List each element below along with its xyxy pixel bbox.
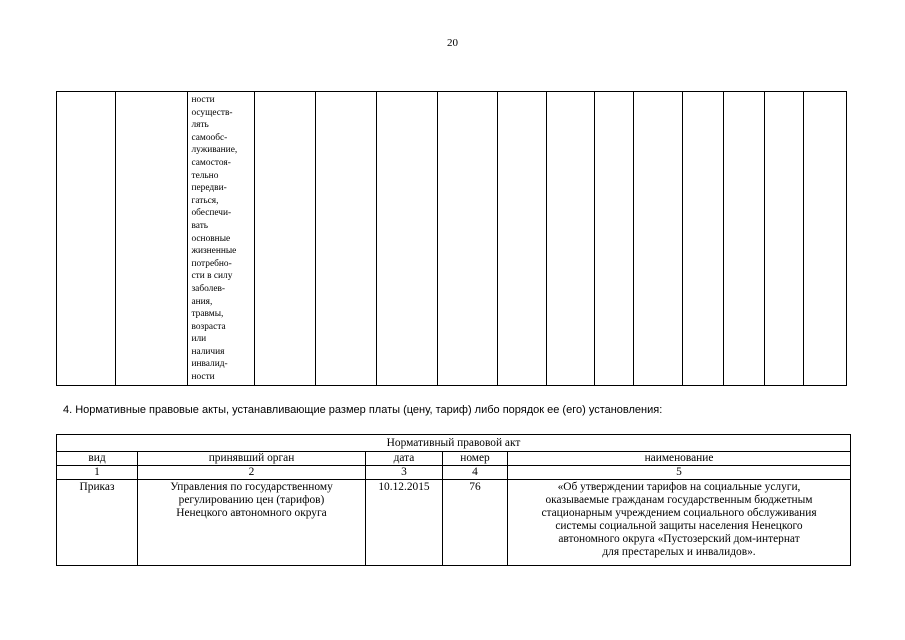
header-number: номер xyxy=(443,452,508,466)
service-description-line: самостоя- xyxy=(191,157,231,168)
service-description-line: луживание, xyxy=(191,145,238,156)
service-description-line: ности xyxy=(191,372,215,383)
table-row xyxy=(57,480,851,566)
page-number: 20 xyxy=(447,37,458,49)
table-header-row xyxy=(57,452,851,466)
column-number: 3 xyxy=(366,466,443,480)
service-description-line: возраста xyxy=(191,321,226,332)
name-line: системы социальной защиты населения Ненецкого xyxy=(555,520,803,532)
organ-line: Ненецкого автономного округа xyxy=(176,507,327,519)
table-cell xyxy=(376,92,437,386)
service-description-line: тельно xyxy=(191,170,219,181)
header-organ: принявший орган xyxy=(138,452,366,466)
organ-line: регулированию цен (тарифов) xyxy=(178,494,325,506)
service-description-line: осуществ- xyxy=(191,107,233,118)
service-description-line: сти в силу xyxy=(191,271,233,282)
service-description-line: ности xyxy=(191,95,215,105)
act-number-cell: 76 xyxy=(443,480,508,566)
table-cell xyxy=(546,92,594,386)
service-description-line: гаться, xyxy=(191,195,219,206)
organ-line: Управления по государственному xyxy=(170,481,333,493)
table-cell xyxy=(634,92,683,386)
service-description-line: или xyxy=(191,334,207,345)
act-type-cell: Приказ xyxy=(57,480,138,566)
header-date: дата xyxy=(366,452,443,466)
header-name: наименование xyxy=(508,452,851,466)
header-vid: вид xyxy=(57,452,138,466)
table-cell xyxy=(723,92,764,386)
service-description-line: передви- xyxy=(191,183,227,194)
service-description-line: инвалид- xyxy=(191,359,228,370)
column-number: 4 xyxy=(443,466,508,480)
table-cell xyxy=(804,92,847,386)
service-description-line: наличия xyxy=(191,346,225,357)
service-description-line: ания, xyxy=(191,296,213,307)
service-description-line: вать xyxy=(191,220,209,231)
table-cell xyxy=(683,92,724,386)
group-header: Нормативный правовой акт xyxy=(57,435,851,452)
table-cell xyxy=(315,92,376,386)
name-line: стационарным учреждением социального обслуживания xyxy=(541,507,817,519)
service-description-cell xyxy=(188,92,254,386)
name-line: для престарелых и инвалидов». xyxy=(602,546,756,558)
act-name-cell xyxy=(508,480,851,566)
table-cell xyxy=(594,92,634,386)
name-line: «Об утверждении тарифов на социальные услуги, xyxy=(557,481,801,493)
service-description-line: основные xyxy=(191,233,231,244)
column-number: 1 xyxy=(57,466,138,480)
service-description-line: потребно- xyxy=(191,258,232,269)
legal-act-table xyxy=(56,434,851,566)
table-cell xyxy=(764,92,804,386)
column-number-row xyxy=(57,466,851,480)
table-cell xyxy=(437,92,498,386)
column-number: 5 xyxy=(508,466,851,480)
table-header-row xyxy=(57,435,851,452)
service-description-line: обеспечи- xyxy=(191,208,232,219)
table-cell xyxy=(57,92,116,386)
section-heading: 4. Нормативные правовые акты, устанавливающие размер платы (цену, тариф) либо порядок ее (его) установления: xyxy=(63,404,663,416)
service-description-line: заболев- xyxy=(191,283,226,294)
table-cell xyxy=(498,92,546,386)
name-line: оказываемые гражданам государственным бюджетным xyxy=(545,494,813,506)
name-line: автономного округа «Пустозерский дом-интернат xyxy=(558,533,800,545)
act-organ-cell xyxy=(138,480,366,566)
column-number: 2 xyxy=(138,466,366,480)
service-description-line: травмы, xyxy=(191,309,224,320)
table-row xyxy=(57,92,847,386)
table-cell xyxy=(115,92,188,386)
service-continuation-table xyxy=(56,91,847,386)
service-description-line: самообс- xyxy=(191,132,228,143)
service-description-line: жизненные xyxy=(191,246,237,257)
service-description-line: лять xyxy=(191,120,209,131)
act-date-cell: 10.12.2015 xyxy=(366,480,443,566)
service-description-text xyxy=(188,92,253,384)
table-cell xyxy=(254,92,315,386)
